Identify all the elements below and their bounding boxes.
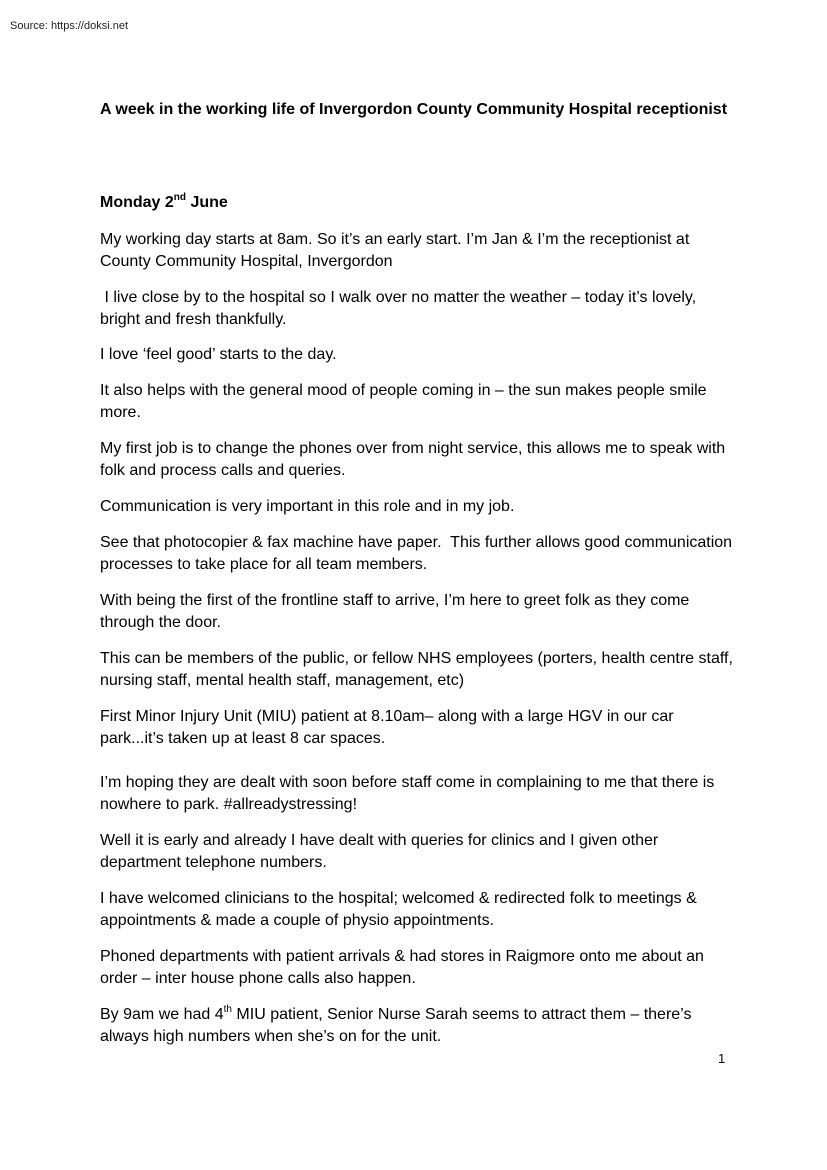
paragraph: This can be members of the public, or fellow NHS employees (porters, health centre staff, nursing staff, mental health staff, management, etc)	[100, 650, 738, 689]
paragraph: I live close by to the hospital so I walk over no matter the weather – today it’s lovely, bright and fresh thankfully.	[100, 289, 701, 328]
paragraph: See that photocopier & fax machine have paper. This further allows good communication processes to take place for all team members.	[100, 534, 737, 573]
paragraph-last-end: MIU patient, Senior Nurse Sarah seems to attract them – there’s always high numbers when she’s on for the unit.	[100, 1006, 696, 1045]
paragraph: I’m hoping they are dealt with soon before staff come in complaining to me that there is nowhere to park. #allreadystressing!	[100, 774, 719, 813]
paragraph-last	[100, 1004, 740, 1048]
document-title: A week in the working life of Invergordon County Community Hospital receptionist	[100, 101, 728, 118]
source-line: Source: https://doksi.net	[10, 20, 129, 32]
paragraph: Communication is very important in this role and in my job.	[100, 498, 515, 515]
paragraph: My first job is to change the phones over from night service, this allows me to speak with folk and process calls and queries.	[100, 440, 730, 479]
date-ordinal: nd	[173, 191, 187, 203]
date-month: June	[186, 194, 228, 211]
paragraph: I have welcomed clinicians to the hospital; welcomed & redirected folk to meetings & appointments & made a couple of physio appointments.	[100, 890, 702, 929]
date-day: Monday 2	[100, 194, 174, 211]
paragraph: Well it is early and already I have dealt with queries for clinics and I given other department telephone numbers.	[100, 832, 663, 871]
paragraph: My working day starts at 8am. So it’s an early start. I’m Jan & I’m the receptionist at County Community Hospital, Invergordon	[100, 231, 694, 270]
page-number: 1	[718, 1051, 726, 1066]
date-heading	[100, 192, 228, 214]
paragraph-last-start: By 9am we had 4	[100, 1006, 224, 1023]
paragraph: It also helps with the general mood of people coming in – the sun makes people smile more.	[100, 382, 712, 421]
paragraph: With being the first of the frontline staff to arrive, I’m here to greet folk as they come through the door.	[100, 592, 694, 631]
paragraph: I love ‘feel good’ starts to the day.	[100, 346, 337, 363]
paragraph: First Minor Injury Unit (MIU) patient at 8.10am– along with a large HGV in our car park...it’s taken up at least 8 car spaces.	[100, 708, 679, 747]
paragraph: Phoned departments with patient arrivals & had stores in Raigmore onto me about an order – inter house phone calls also happen.	[100, 948, 709, 987]
ordinal-suffix: th	[223, 1003, 232, 1015]
